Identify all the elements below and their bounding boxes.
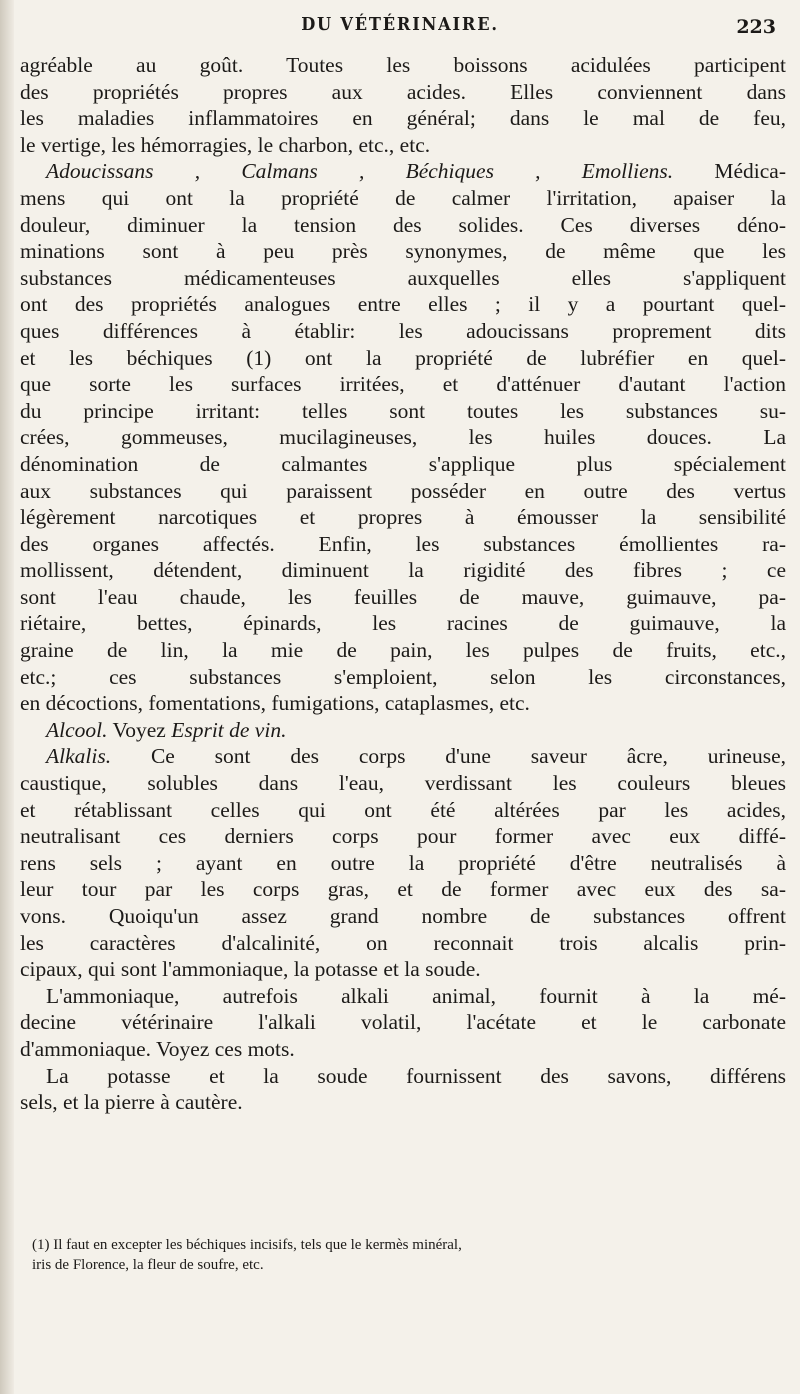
line-text: Voyez — [107, 717, 172, 742]
text-line — [20, 983, 786, 1010]
line-text: mollissent, détendent, diminuent la rigidité des fibres ; ce — [20, 558, 786, 583]
line-text: leur tour par les corps gras, et de former avec eux des sa- — [20, 877, 786, 902]
line-text: Ce sont des corps d'une saveur âcre, urineuse, — [111, 744, 786, 769]
line-text: minations sont à peu près synonymes, de même que les — [20, 239, 786, 264]
text-line — [20, 265, 786, 292]
text-line — [20, 212, 786, 239]
text-line — [20, 717, 786, 744]
entry-heading: Alcool. — [46, 717, 108, 742]
text-line — [20, 584, 786, 611]
text-line — [20, 557, 786, 584]
line-text: douleur, diminuer la tension des solides. Ces diverses déno- — [20, 212, 786, 237]
entry-heading: Alkalis. — [46, 744, 112, 769]
line-text: des organes affectés. Enfin, les substances émollientes ra- — [20, 531, 786, 556]
text-line — [20, 770, 786, 797]
line-text: d'ammoniaque. Voyez ces mots. — [20, 1036, 295, 1061]
text-line — [20, 743, 786, 770]
text-line — [20, 345, 786, 372]
text-line — [20, 876, 786, 903]
line-text: sont l'eau chaude, les feuilles de mauve, guimauve, pa- — [20, 584, 786, 609]
text-line — [20, 930, 786, 957]
body-text — [20, 52, 786, 1116]
line-text: crées, gommeuses, mucilagineuses, les huiles douces. La — [20, 425, 786, 450]
line-text: des propriétés propres aux acides. Elles conviennent dans — [20, 79, 786, 104]
text-line — [20, 1009, 786, 1036]
footnote-line: (1) Il faut en excepter les béchiques incisifs, tels que le kermès minéral, — [32, 1237, 462, 1253]
line-text: riétaire, bettes, épinards, les racines de guimauve, la — [20, 611, 786, 636]
running-head — [0, 14, 800, 44]
text-line — [20, 956, 786, 983]
line-text: substances médicamenteuses auxquelles elles s'appliquent — [20, 265, 786, 290]
text-line — [20, 1036, 786, 1063]
text-line — [20, 478, 786, 505]
footnote-line: iris de Florence, la fleur de soufre, etc. — [32, 1257, 264, 1273]
cross-reference: Esprit de vin. — [171, 717, 287, 742]
line-text: agréable au goût. Toutes les boissons acidulées participent — [20, 53, 786, 77]
line-text: decine vétérinaire l'alkali volatil, l'acétate et le carbonate — [20, 1010, 786, 1035]
line-text: que sorte les surfaces irritées, et d'atténuer d'autant l'action — [20, 372, 786, 397]
text-line — [20, 238, 786, 265]
page-number: 223 — [736, 16, 776, 38]
text-line — [20, 132, 786, 159]
text-line — [20, 850, 786, 877]
entry-heading: Adoucissans , Calmans , Béchiques , Emolliens. — [46, 159, 674, 184]
text-line — [20, 79, 786, 106]
line-text: et les béchiques (1) ont la propriété de lubréfier en quel- — [20, 345, 786, 370]
line-text: du principe irritant: telles sont toutes les substances su- — [20, 398, 786, 423]
line-text: en décoctions, fomentations, fumigations, cataplasmes, etc. — [20, 691, 530, 716]
text-line — [20, 531, 786, 558]
line-text: vons. Quoiqu'un assez grand nombre de substances offrent — [20, 904, 786, 928]
line-text: rens sels ; ayant en outre la propriété d'être neutralisés à — [20, 850, 786, 875]
text-line — [20, 823, 786, 850]
gutter-shadow — [0, 0, 14, 1394]
line-text: cipaux, qui sont l'ammoniaque, la potasse et la soude. — [20, 957, 481, 982]
text-line — [20, 105, 786, 132]
line-text: etc.; ces substances s'emploient, selon les circonstances, — [20, 664, 786, 689]
footnotes — [20, 1235, 786, 1275]
text-line — [20, 637, 786, 664]
text-line — [20, 185, 786, 212]
line-text: et rétablissant celles qui ont été altérées par les acides, — [20, 797, 786, 822]
text-line — [20, 797, 786, 824]
line-text: ont des propriétés analogues entre elles ; il y a pourtant quel- — [20, 292, 786, 317]
line-text: les maladies inflammatoires en général; dans le mal de feu, — [20, 106, 786, 131]
text-line — [20, 1089, 786, 1116]
line-text: graine de lin, la mie de pain, les pulpes de fruits, etc., — [20, 638, 786, 663]
line-text: La potasse et la soude fournissent des savons, différens — [46, 1063, 786, 1088]
text-line — [20, 610, 786, 637]
text-line — [20, 424, 786, 451]
text-line — [20, 1063, 786, 1090]
line-text: le vertige, les hémorragies, le charbon, etc., etc. — [20, 132, 431, 157]
text-line — [20, 903, 786, 930]
text-line — [20, 398, 786, 425]
text-line — [20, 291, 786, 318]
line-text: neutralisant ces derniers corps pour former avec eux diffé- — [20, 824, 786, 849]
line-text: sels, et la pierre à cautère. — [20, 1090, 243, 1115]
line-text: L'ammoniaque, autrefois alkali animal, fournit à la mé- — [46, 983, 786, 1008]
text-line — [20, 158, 786, 185]
running-title: DU VÉTÉRINAIRE. — [301, 14, 499, 35]
line-text: Médica- — [673, 159, 786, 184]
line-text: caustique, solubles dans l'eau, verdissant les couleurs bleues — [20, 771, 786, 796]
line-text: les caractères d'alcalinité, on reconnait trois alcalis prin- — [20, 930, 786, 955]
text-line — [20, 318, 786, 345]
text-line — [20, 690, 786, 717]
line-text: ques différences à établir: les adoucissans proprement dits — [20, 318, 786, 343]
text-line — [20, 451, 786, 478]
text-line — [20, 504, 786, 531]
text-line — [20, 52, 786, 79]
line-text: légèrement narcotiques et propres à émousser la sensibilité — [20, 505, 786, 530]
line-text: mens qui ont la propriété de calmer l'irritation, apaiser la — [20, 185, 786, 210]
line-text: aux substances qui paraissent posséder en outre des vertus — [20, 478, 786, 503]
line-text: dénomination de calmantes s'applique plus spécialement — [20, 451, 786, 476]
text-line — [20, 371, 786, 398]
text-line — [20, 664, 786, 691]
